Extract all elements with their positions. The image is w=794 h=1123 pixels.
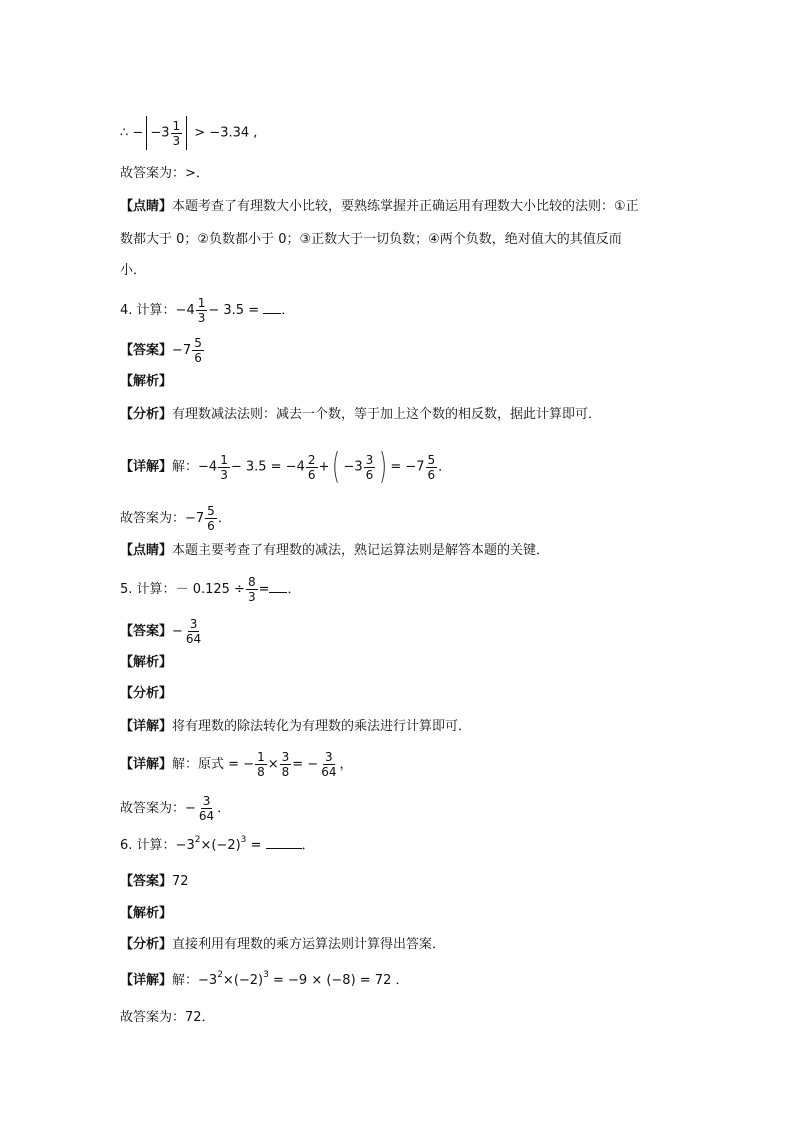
- expr-part: −3: [175, 838, 195, 853]
- comparison-rest: > −3.34 ,: [194, 125, 258, 141]
- fraction: [306, 453, 318, 482]
- expr-part: 解：−3: [172, 973, 218, 988]
- numerator: 3: [202, 794, 211, 808]
- fraction: [184, 617, 203, 646]
- detail-label: 【详解】: [120, 757, 173, 772]
- q4-final-answer: [120, 504, 231, 533]
- expr-part: −3: [343, 459, 363, 475]
- q6-analysis-label: 【解析】: [120, 906, 173, 921]
- numerator: 5: [207, 504, 215, 518]
- denominator: 3: [247, 590, 256, 604]
- question-number: 4.: [120, 303, 133, 318]
- fraction: [319, 750, 338, 779]
- expr-part: 解：−4: [172, 459, 218, 475]
- detail-label: 【详解】: [120, 459, 173, 475]
- final-text: 故答案为：−: [120, 801, 196, 816]
- remark-line-1: [120, 197, 639, 217]
- question-label: 计算：: [136, 582, 176, 597]
- answer-label: 【答案】: [120, 874, 173, 889]
- answer-statement: 故答案为：>．: [120, 166, 209, 181]
- fraction: [255, 750, 267, 779]
- denominator: 6: [427, 467, 436, 482]
- fraction: [205, 504, 217, 533]
- answer-label: 【答案】: [120, 343, 173, 358]
- numerator: 3: [325, 750, 333, 764]
- numerator: 1: [172, 118, 181, 133]
- expr-part: ×(−2): [222, 973, 264, 988]
- q4-analysis: [120, 405, 601, 425]
- answer-blank: [269, 580, 287, 593]
- remark-label: 【点睛】: [120, 199, 173, 214]
- mixed-number-whole: −3: [150, 125, 170, 141]
- numerator: 3: [281, 750, 290, 764]
- left-paren: (: [332, 446, 341, 487]
- remark-line-3: 小．: [120, 263, 147, 278]
- expr-part: − 3.5 =: [208, 303, 260, 318]
- minus-sign: −: [132, 125, 144, 141]
- q5-fenxi-label: 【分析】: [120, 686, 173, 701]
- equals: =: [258, 582, 270, 597]
- answer-value: 72: [172, 874, 189, 889]
- abs-bar-right: [186, 116, 187, 150]
- times-sign: ×: [267, 757, 279, 772]
- denominator: 64: [185, 632, 202, 646]
- right-paren: ): [379, 446, 388, 487]
- numerator: 1: [197, 296, 206, 310]
- fraction: [197, 794, 216, 823]
- q5-detail-2: [120, 750, 352, 779]
- expr-part: = −7: [390, 459, 425, 475]
- question-6: [120, 836, 315, 856]
- denominator: 3: [197, 311, 206, 325]
- plus-sign: +: [318, 459, 330, 475]
- exponent: 2: [217, 970, 223, 980]
- question-label: 计算：: [136, 303, 176, 318]
- expr-part: = −: [292, 757, 319, 772]
- period: ．: [217, 801, 231, 816]
- fraction: [426, 453, 438, 482]
- q5-detail-1: [120, 717, 471, 737]
- analysis-label: 【分析】: [120, 407, 173, 422]
- denominator: 6: [365, 467, 374, 482]
- q6-analysis: [120, 935, 445, 955]
- therefore-symbol: ∴: [120, 125, 129, 141]
- expr-part: = −9 × (−8) = 72 ．: [273, 973, 409, 988]
- equals: =: [250, 838, 262, 853]
- denominator: 3: [172, 133, 181, 148]
- numerator: 2: [307, 452, 316, 467]
- remark-line-2: 数都大于 0；②负数都小于 0；③正数大于一切负数；④两个负数，绝对值大的其值反而: [120, 232, 622, 247]
- fraction: [246, 575, 258, 604]
- q4-answer: [120, 336, 205, 365]
- remark-text: 本题主要考查了有理数的减法，熟记运算法则是解答本题的关键．: [172, 543, 550, 558]
- fraction: [364, 453, 376, 482]
- numerator: 1: [257, 750, 265, 764]
- analysis-label: 【分析】: [120, 937, 173, 952]
- exponent: 3: [240, 835, 247, 845]
- fraction: [196, 296, 208, 325]
- question-number: 6.: [120, 838, 133, 853]
- abs-bar-left: [146, 116, 147, 150]
- fraction: [218, 453, 230, 482]
- answer-whole: −7: [172, 343, 192, 358]
- detail-text: 将有理数的除法转化为有理数的乘法进行计算即可．: [172, 719, 472, 734]
- expr-part: − 3.5 = −4: [230, 459, 305, 475]
- numerator: 3: [189, 617, 198, 631]
- denominator: 6: [307, 467, 316, 482]
- final-text: 故答案为：−7: [120, 511, 205, 526]
- q6-final-answer: 故答案为：72．: [120, 1010, 215, 1025]
- denominator: 6: [194, 351, 202, 365]
- period: ．: [301, 838, 315, 853]
- fraction: [192, 336, 204, 365]
- denominator: 8: [257, 765, 265, 779]
- q6-detail: [120, 971, 409, 991]
- denominator: 64: [321, 765, 337, 779]
- expr-part: −4: [175, 303, 195, 318]
- answer-blank: [266, 836, 302, 849]
- q4-analysis-label: 【解析】: [120, 374, 173, 389]
- period: ．: [281, 303, 295, 318]
- q4-remark: [120, 541, 549, 561]
- q5-final-answer: [120, 794, 230, 823]
- numerator: 3: [365, 452, 374, 467]
- expr-part: ×(−2): [200, 838, 241, 853]
- period: ．: [438, 459, 452, 475]
- q5-analysis-label: 【解析】: [120, 655, 173, 670]
- analysis-text: 直接利用有理数的乘方运算法则计算得出答案．: [172, 937, 446, 952]
- fraction: [280, 750, 292, 779]
- answer-blank: [263, 301, 281, 314]
- q5-answer: [120, 617, 204, 646]
- question-4: [120, 296, 294, 325]
- answer-label: 【答案】: [120, 624, 173, 639]
- expr-part: － 0.125 ÷: [175, 582, 245, 597]
- denominator: 64: [198, 809, 215, 823]
- fraction: [171, 119, 183, 148]
- comparison-line: [120, 116, 257, 150]
- minus-sign: −: [172, 624, 183, 639]
- period: ．: [217, 511, 231, 526]
- denominator: 3: [220, 467, 228, 482]
- exponent: 2: [194, 835, 201, 845]
- q6-answer: [120, 872, 189, 892]
- period: ．: [287, 582, 301, 597]
- question-label: 计算：: [136, 838, 176, 853]
- expr-part: 解：原式 = −: [172, 757, 255, 772]
- question-5: [120, 575, 301, 604]
- q4-detail: [120, 446, 452, 487]
- numerator: 5: [427, 452, 436, 467]
- remark-label: 【点睛】: [120, 543, 173, 558]
- denominator: 6: [207, 519, 215, 533]
- numerator: 1: [220, 452, 228, 467]
- comma: ，: [339, 757, 353, 772]
- exponent: 3: [263, 970, 269, 980]
- numerator: 8: [247, 575, 256, 589]
- question-number: 5.: [120, 582, 133, 597]
- denominator: 8: [281, 765, 290, 779]
- detail-label: 【详解】: [120, 973, 173, 988]
- detail-label: 【详解】: [120, 719, 173, 734]
- analysis-text: 有理数减法法则：减去一个数，等于加上这个数的相反数，据此计算即可．: [172, 407, 602, 422]
- remark-text: 本题考查了有理数大小比较，要熟练掌握并正确运用有理数大小比较的法则：①正: [172, 199, 639, 214]
- numerator: 5: [194, 336, 202, 350]
